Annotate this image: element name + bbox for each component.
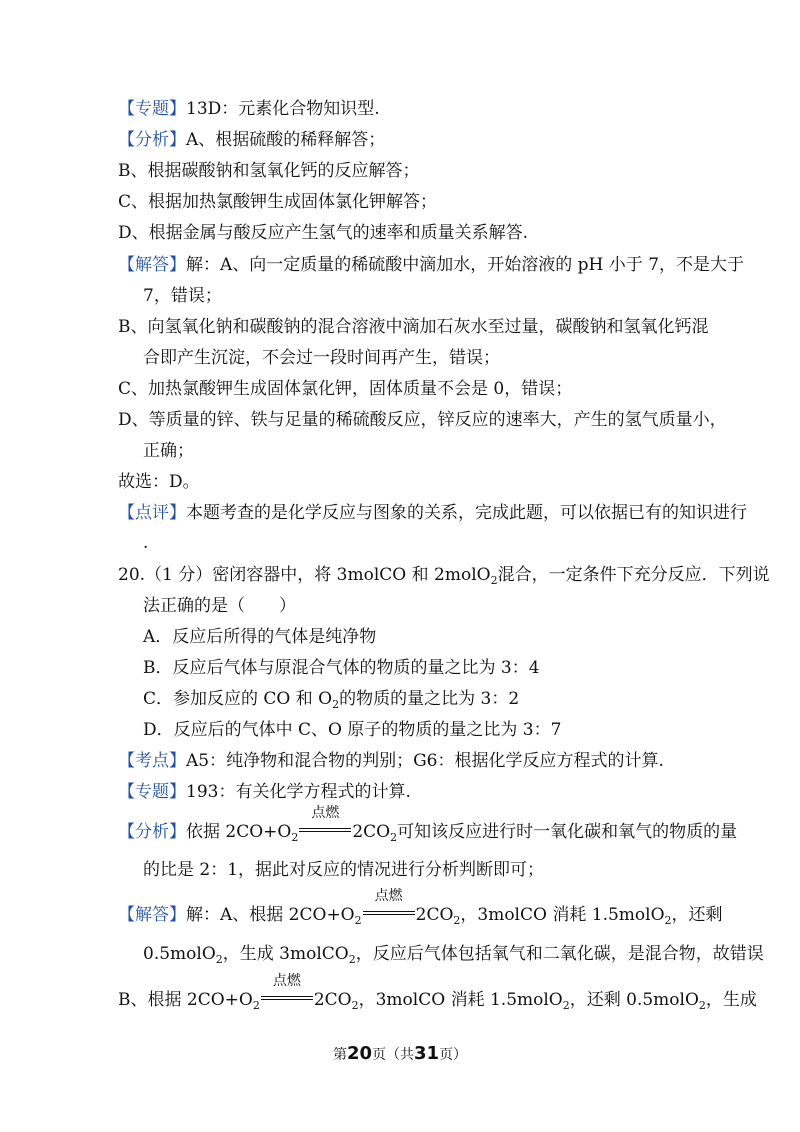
text-line: 【解答】解：A、向一定质量的稀硫酸中滴加水，开始溶液的 pH 小于 7，不是大于 bbox=[118, 255, 745, 275]
question-stem: 20.（1 分）密闭容器中，将 3molCO 和 2molO$_2$混合，一定条件下充分反应．下列说 bbox=[118, 565, 770, 587]
text-line: B、根据碳酸钠和氢氧化钙的反应解答； bbox=[118, 161, 420, 181]
section-tag: 【点评】 bbox=[118, 503, 186, 523]
text-line: B、向氢氧化钠和碳酸钠的混合溶液中滴加石灰水至过量，碳酸钠和氢氧化钙混 bbox=[118, 317, 709, 337]
equation-line: 【分析】依据 $2CO+O_2$ 点燃 $2CO_2$可知该反应进行时一氧化碳和氧气的物质的量 bbox=[118, 805, 738, 844]
section-tag: 【分析】 bbox=[118, 822, 186, 842]
section-tag: 【解答】 bbox=[118, 255, 186, 275]
reaction-condition: 点燃 bbox=[261, 988, 313, 1008]
text-line: 7，错误； bbox=[143, 286, 222, 306]
equation-line: B、根据 $2CO+O_2$ 点燃 $2CO_2$，3molCO 消耗 1.5molO$_2$，还剩 0.5molO$_2$，生成 bbox=[118, 973, 757, 1012]
text-line: 【点评】本题考查的是化学反应与图象的关系，完成此题，可以依据已有的知识进行 bbox=[118, 503, 747, 523]
text-line: D、等质量的锌、铁与足量的稀硫酸反应，锌反应的速率大，产生的氢气质量小， bbox=[118, 410, 727, 430]
text-line: 正确； bbox=[143, 441, 194, 461]
section-tag: 【专题】 bbox=[118, 782, 186, 802]
choice-c: C．参加反应的 CO 和 $O_2$的物质的量之比为 3：2 bbox=[143, 689, 520, 711]
reaction-condition: 点燃 bbox=[363, 903, 415, 923]
text-line: D、根据金属与酸反应产生氢气的速率和质量关系解答. bbox=[118, 223, 529, 243]
text-line: 【考点】A5：纯净物和混合物的判别；G6：根据化学反应方程式的计算. bbox=[118, 751, 664, 771]
page-total: 31 bbox=[414, 1043, 440, 1064]
text-line: 【分析】A、根据硫酸的稀释解答； bbox=[118, 130, 386, 150]
section-tag: 【专题】 bbox=[118, 99, 186, 119]
reaction-condition: 点燃 bbox=[299, 820, 351, 840]
text-line: . bbox=[143, 533, 149, 553]
page-footer: 第20页（共31页） bbox=[332, 1043, 468, 1064]
text-line: 0.5molO$_2$，生成 3molCO$_2$，反应后气体包括氧气和二氧化碳，是混合物，故错误 bbox=[143, 944, 764, 966]
section-tag: 【分析】 bbox=[118, 130, 186, 150]
text-line: C、根据加热氯酸钾生成固体氯化钾解答； bbox=[118, 192, 438, 212]
text-line: 【专题】193：有关化学方程式的计算. bbox=[118, 782, 411, 802]
text-line: 合即产生沉淀，不会过一段时间再产生，错误； bbox=[143, 348, 500, 368]
section-tag: 【解答】 bbox=[118, 905, 186, 925]
text-line: C、加热氯酸钾生成固体氯化钾，固体质量不会是 0，错误； bbox=[118, 379, 573, 399]
text-line: 【专题】13D：元素化合物知识型. bbox=[118, 99, 380, 119]
text-line: 的比是 2：1，据此对反应的情况进行分析判断即可； bbox=[143, 860, 545, 880]
section-tag: 【考点】 bbox=[118, 751, 186, 771]
page-number: 20 bbox=[346, 1043, 372, 1064]
choice-b: B．反应后气体与原混合气体的物质的量之比为 3：4 bbox=[143, 658, 540, 678]
text-line: 故选：D。 bbox=[118, 472, 200, 492]
choice-a: A．反应后所得的气体是纯净物 bbox=[143, 627, 377, 647]
equation-line: 【解答】解：A、根据 $2CO+O_2$ 点燃 $2CO_2$，3molCO 消耗 1.5molO$_2$，还剩 bbox=[118, 888, 723, 927]
question-stem: 法正确的是（ ） bbox=[143, 596, 296, 616]
choice-d: D．反应后的气体中 C、O 原子的物质的量之比为 3：7 bbox=[143, 720, 562, 740]
